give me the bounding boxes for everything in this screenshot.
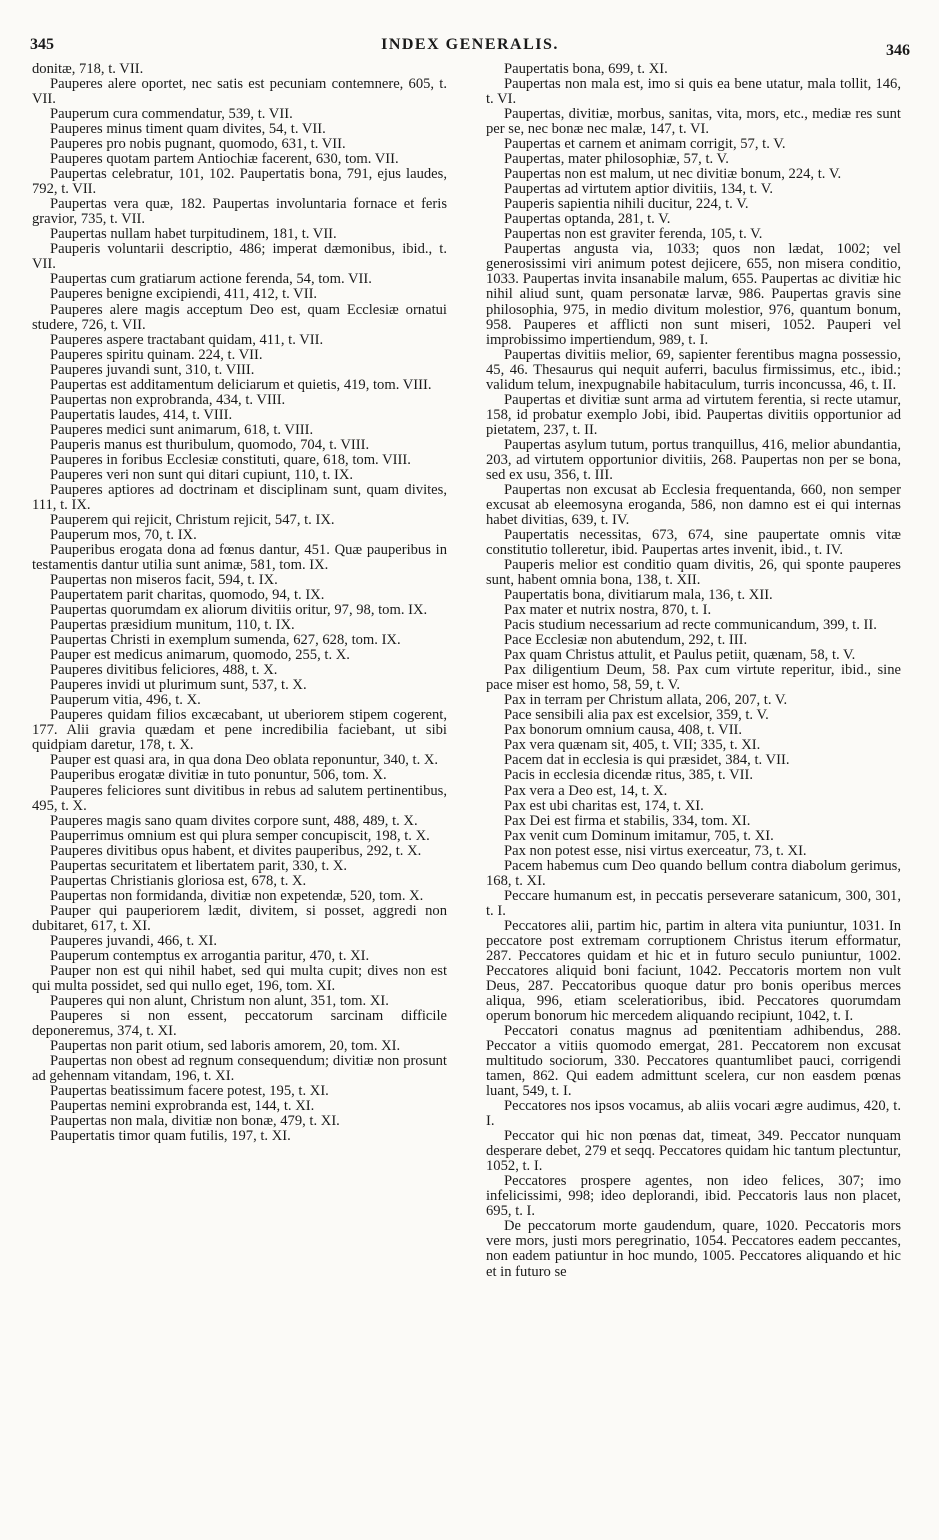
index-entry: Paupertatis timor quam futilis, 197, t. XI. <box>50 1128 291 1145</box>
index-entry: Paupertas non formidanda, divitiæ non expetendæ, 520, tom. X. <box>50 887 424 904</box>
index-entry: Paupertas Christi in exemplum sumenda, 627, 628, tom. IX. <box>50 632 401 649</box>
index-entry: Paupertatis laudes, 414, t. VIII. <box>50 406 233 423</box>
index-entry: Pacis in ecclesia dicendæ ritus, 385, t. VII. <box>504 767 753 784</box>
index-entry: Pax vera a Deo est, 14, t. X. <box>504 782 668 799</box>
index-entry: Paupertas est additamentum deliciarum et quietis, 419, tom. VIII. <box>50 376 432 393</box>
index-entry: donitæ, 718, t. VII. <box>32 62 144 77</box>
index-entry: Paupertas, divitiæ, morbus, sanitas, vita, mors, etc., mediæ res sunt per se, nec bonæ nec malæ, 147, t. VI. <box>486 106 901 138</box>
index-entry: Pacem dat in ecclesia is qui præsidet, 384, t. VII. <box>504 752 790 769</box>
page-number-left: 345 <box>30 36 54 53</box>
index-entry: Paupertas non mala est, imo si quis ea bene utatur, mala tollit, 146, t. VI. <box>486 76 901 108</box>
index-entry: Pauperes feliciores sunt divitibus in rebus ad salutem pertinentibus, 495, t. X. <box>32 782 447 814</box>
index-entry: Pauperes aspere tractabant quidam, 411, t. VII. <box>50 331 324 348</box>
index-entry: Pauper est quasi ara, in qua dona Deo oblata reponuntur, 340, t. X. <box>50 752 439 769</box>
index-entry: Pauper est medicus animarum, quomodo, 255, t. X. <box>50 647 350 664</box>
index-entry: Pauperes veri non sunt qui ditari cupiunt, 110, t. IX. <box>50 466 354 483</box>
index-entry: Pauperum cura commendatur, 539, t. VII. <box>50 106 293 123</box>
index-entry: Paupertas nemini exprobranda est, 144, t. XI. <box>50 1098 315 1115</box>
index-entry: Pace sensibili alia pax est excelsior, 359, t. V. <box>504 707 769 724</box>
index-entry: De peccatorum morte gaudendum, quare, 1020. Peccatoris mors vere mors, justi mors peregrinatio, 1054. Peccatores eadem peccantes, non eadem patiuntur in hoc mundo, 1005. Peccatores aliquando et hic et in futuro se <box>486 1218 901 1280</box>
index-entry: Pauperes si non essent, peccatorum sarcinam difficile deponeremus, 374, t. XI. <box>32 1007 447 1039</box>
page-number-right: 346 <box>886 42 910 59</box>
index-entry: Paupertas asylum tutum, portus tranquillus, 416, melior abundantia, 203, ad virtutem opportunior divitiis, 268. Paupertas non per se bona, sed ex usu, 356, t. III. <box>486 436 901 483</box>
index-entry: Paupertas non mala, divitiæ non bonæ, 479, t. XI. <box>50 1113 340 1130</box>
index-entry: Peccatori conatus magnus ad pœnitentiam adhibendus, 288. Peccator a vitiis quomodo emergat, 281. Peccatorem non excusat multitudo sociorum, 330. Peccatores quantumlibet pauci, corrigendi tamen, 862. Qui eadem admittunt scelera, cur non easdem pœnas luant, 549, t. I. <box>486 1023 901 1100</box>
index-entry: Pauperis melior est conditio quam divitis, 26, qui sponte pauperes sunt, habent omnia bona, 138, t. XII. <box>486 557 901 589</box>
index-entry: Paupertas cum gratiarum actione ferenda, 54, tom. VII. <box>50 271 372 288</box>
index-entry: Pacem habemus cum Deo quando bellum contra diabolum gerimus, 168, t. XI. <box>486 857 901 889</box>
index-entry: Paupertas præsidium munitum, 110, t. IX. <box>50 617 295 634</box>
index-entry: Paupertas, mater philosophiæ, 57, t. V. <box>504 151 729 168</box>
index-entry: Paupertas ad virtutem aptior divitiis, 134, t. V. <box>504 181 774 198</box>
index-entry: Pax est ubi charitas est, 174, t. XI. <box>504 797 704 814</box>
index-entry: Pax Dei est firma et stabilis, 334, tom. XI. <box>504 812 751 829</box>
index-entry: Pax in terram per Christum allata, 206, 207, t. V. <box>504 692 788 709</box>
index-entry: Pauperes juvandi sunt, 310, t. VIII. <box>50 361 255 378</box>
index-entry: Peccare humanum est, in peccatis perseverare satanicum, 300, 301, t. I. <box>486 887 901 919</box>
index-entry: Pauperes benigne excipiendi, 411, 412, t. VII. <box>50 286 318 303</box>
index-entry: Pauper qui pauperiorem lædit, divitem, si posset, aggredi non dubitaret, 617, t. XI. <box>32 902 447 934</box>
index-entry: Paupertas non est graviter ferenda, 105, t. V. <box>504 226 763 243</box>
index-entry: Pacis studium necessarium ad recte communicandum, 399, t. II. <box>504 617 877 634</box>
index-entry: Peccatores prospere agentes, non ideo felices, 307; imo infelicissimi, 998; ideo deplorandi, ibid. Peccatoris laus non placet, 695, t. I. <box>486 1173 901 1220</box>
index-entry: Paupertas non excusat ab Ecclesia frequentanda, 660, non semper excusat ab eleemosyna eroganda, 586, non damno est ei qui internas habet divitias, 639, t. IV. <box>486 481 901 528</box>
index-entry: Peccatores alii, partim hic, partim in altera vita puniuntur, 1031. In peccatore post extremam corruptionem Christus iterum efformatur, 287. Peccatores quidam et hic et in futuro seculo puniuntur, 1002. Peccatores aliquid boni faciunt, 1042. Peccatoris mortem non vult Deus, 287. Peccatoribus quoque datur pro bonis operibus merces aliqua, 996, etiam sceleratioribus, ibid. Peccatores quorumdam operum bonorum hic mercedem aliquando recipiunt, 1042, t. I. <box>486 917 901 1024</box>
index-entry: Paupertas vera quæ, 182. Paupertas involuntaria fornace et feris gravior, 735, t. VII. <box>32 196 447 228</box>
index-entry: Paupertatis necessitas, 673, 674, sine paupertate omnis vitæ constitutio tolleretur, ibid. Paupertas artes invenit, ibid., t. IV. <box>486 526 901 558</box>
index-entry: Paupertatem parit charitas, quomodo, 94, t. IX. <box>50 587 325 604</box>
index-entry: Pauperibus erogatæ divitiæ in tuto ponuntur, 506, tom. X. <box>50 767 387 784</box>
left-column <box>32 62 447 1524</box>
index-entry: Pauperis voluntarii descriptio, 486; imperat dæmonibus, ibid., t. VII. <box>32 241 447 273</box>
index-entry: Paupertas nullam habet turpitudinem, 181, t. VII. <box>50 226 337 243</box>
index-entry: Pauperes medici sunt animarum, 618, t. VIII. <box>50 421 314 438</box>
index-entry: Paupertas angusta via, 1033; quos non lædat, 1002; vel generosissimi viri animum potest dejicere, 655, non misera conditio, 1033. Paupertas invita insanabile malum, 655. Paupertas ac divitiæ hic nihil aliud sunt, quam personatæ larvæ, 986. Paupertas gravis sine philosophia, 975, in medio divitum molestior, 976, quantum bonum, 958. Pauperes et afflicti non sunt miseri, 1052. Pauperi vel improbissimo impertiendum, 989, t. I. <box>486 241 901 348</box>
index-entry: Pauperes juvandi, 466, t. XI. <box>50 932 217 949</box>
right-column <box>486 62 901 1524</box>
index-entry: Pauperes divitibus feliciores, 488, t. X. <box>50 662 278 679</box>
index-entry: Pauperes alere magis acceptum Deo est, quam Ecclesiæ ornatui studere, 726, t. VII. <box>32 301 447 333</box>
index-entry: Pauperes spiritu quinam. 224, t. VII. <box>50 346 263 363</box>
page-title: INDEX GENERALIS. <box>381 36 559 53</box>
index-entry: Paupertas non parit otium, sed laboris amorem, 20, tom. XI. <box>50 1038 401 1055</box>
index-entry: Pauperum mos, 70, t. IX. <box>50 526 197 543</box>
index-entry: Pax venit cum Dominum imitamur, 705, t. XI. <box>504 827 774 844</box>
index-entry: Pauperum contemptus ex arrogantia paritur, 470, t. XI. <box>50 947 370 964</box>
index-columns <box>32 62 904 1524</box>
index-entry: Pax vera quænam sit, 405, t. VII; 335, t. XI. <box>504 737 761 754</box>
index-entry: Pauperes in foribus Ecclesiæ constituti, quare, 618, tom. VIII. <box>50 451 411 468</box>
index-entry: Paupertas non miseros facit, 594, t. IX. <box>50 572 278 589</box>
index-entry: Pauperum vitia, 496, t. X. <box>50 692 201 709</box>
index-entry: Pauperes pro nobis pugnant, quomodo, 631, t. VII. <box>50 136 346 153</box>
index-entry: Pauperes aptiores ad doctrinam et disciplinam sunt, quam divites, 111, t. IX. <box>32 481 447 513</box>
index-entry: Pauperibus erogata dona ad fœnus dantur, 451. Quæ pauperibus in testamentis dantur utilia sunt animæ, 581, tom. IX. <box>32 542 447 574</box>
index-entry: Pauperes alere oportet, nec satis est pecuniam contemnere, 605, t. VII. <box>32 76 447 108</box>
index-entry: Paupertas divitiis melior, 69, sapienter ferentibus magna possessio, 45, 46. Thesaurus qui nequit auferri, baculus firmissimus, etc., ibid.; validum telum, inexpugnabile habitaculum, turris inconcussa, 46, t. II. <box>486 346 901 393</box>
index-entry: Paupertas non obest ad regnum consequendum; divitiæ non prosunt ad gehennam vitandam, 196, t. XI. <box>32 1053 447 1085</box>
index-entry: Paupertas non exprobranda, 434, t. VIII. <box>50 391 286 408</box>
index-entry: Pax mater et nutrix nostra, 870, t. I. <box>504 602 712 619</box>
index-entry: Pauperes minus timent quam divites, 54, t. VII. <box>50 121 326 138</box>
index-entry: Pauperes divitibus opus habent, et divites pauperibus, 292, t. X. <box>50 842 422 859</box>
index-entry: Pauperem qui rejicit, Christum rejicit, 547, t. IX. <box>50 511 335 528</box>
index-entry: Pauperes magis sano quam divites corpore sunt, 488, 489, t. X. <box>50 812 418 829</box>
index-entry: Paupertatis bona, divitiarum mala, 136, t. XII. <box>504 587 773 604</box>
index-entry: Pace Ecclesiæ non abutendum, 292, t. III. <box>504 632 748 649</box>
index-entry: Pauperes invidi ut plurimum sunt, 537, t. X. <box>50 677 307 694</box>
index-entry: Pauperis manus est thuribulum, quomodo, 704, t. VIII. <box>50 436 370 453</box>
index-entry: Peccator qui hic non pœnas dat, timeat, 349. Peccator nunquam desperare debet, 279 et seqq. Peccatores quidam hic tantum plectuntur, 1052, t. I. <box>486 1128 901 1175</box>
index-entry: Paupertas et carnem et animam corrigit, 57, t. V. <box>504 136 786 153</box>
index-entry: Paupertas celebratur, 101, 102. Paupertatis bona, 791, ejus laudes, 792, t. VII. <box>32 166 447 198</box>
index-entry: Pauperrimus omnium est qui plura semper concupiscit, 198, t. X. <box>50 827 430 844</box>
index-entry: Paupertas optanda, 281, t. V. <box>504 211 671 228</box>
index-entry: Pauperes quidam filios excæcabant, ut uberiorem stipem cogerent, 177. Alii gravia quædam et pene incredibilia faciebant, ut sibi quidpiam daretur, 178, t. X. <box>32 707 447 754</box>
index-entry: Paupertas et divitiæ sunt arma ad virtutem ferentia, si recte utamur, 158, id probatur exemplo Jobi, ibid. Paupertas divitiis opportunior ad pietatem, 237, t. II. <box>486 391 901 438</box>
index-entry: Paupertas Christianis gloriosa est, 678, t. X. <box>50 872 307 889</box>
index-entry: Pauperes qui non alunt, Christum non alunt, 351, tom. XI. <box>50 992 389 1009</box>
page-header <box>30 30 910 59</box>
index-entry: Pauperis sapientia nihili ducitur, 224, t. V. <box>504 196 749 213</box>
index-entry: Paupertas quorumdam ex aliorum divitiis oritur, 97, 98, tom. IX. <box>50 602 428 619</box>
index-entry: Paupertas beatissimum facere potest, 195, t. XI. <box>50 1083 329 1100</box>
index-entry: Pauperes quotam partem Antiochiæ facerent, 630, tom. VII. <box>50 151 399 168</box>
index-entry: Paupertas non est malum, ut nec divitiæ bonum, 224, t. V. <box>504 166 842 183</box>
index-entry: Paupertatis bona, 699, t. XI. <box>504 62 668 77</box>
index-entry: Pax quam Christus attulit, et Paulus petiit, quænam, 58, t. V. <box>504 647 856 664</box>
index-entry: Pax non potest esse, nisi virtus exerceatur, 73, t. XI. <box>504 842 807 859</box>
index-entry: Paupertas securitatem et libertatem parit, 330, t. X. <box>50 857 348 874</box>
index-entry: Pax diligentium Deum, 58. Pax cum virtute reperitur, ibid., sine pace miser est homo, 58, 59, t. V. <box>486 662 901 694</box>
index-entry: Pax bonorum omnium causa, 408, t. VII. <box>504 722 743 739</box>
index-entry: Peccatores nos ipsos vocamus, ab aliis vocari ægre audimus, 420, t. I. <box>486 1098 901 1130</box>
index-entry: Pauper non est qui nihil habet, sed qui multa cupit; dives non est qui multa possidet, sed qui nullo eget, 196, tom. XI. <box>32 962 447 994</box>
